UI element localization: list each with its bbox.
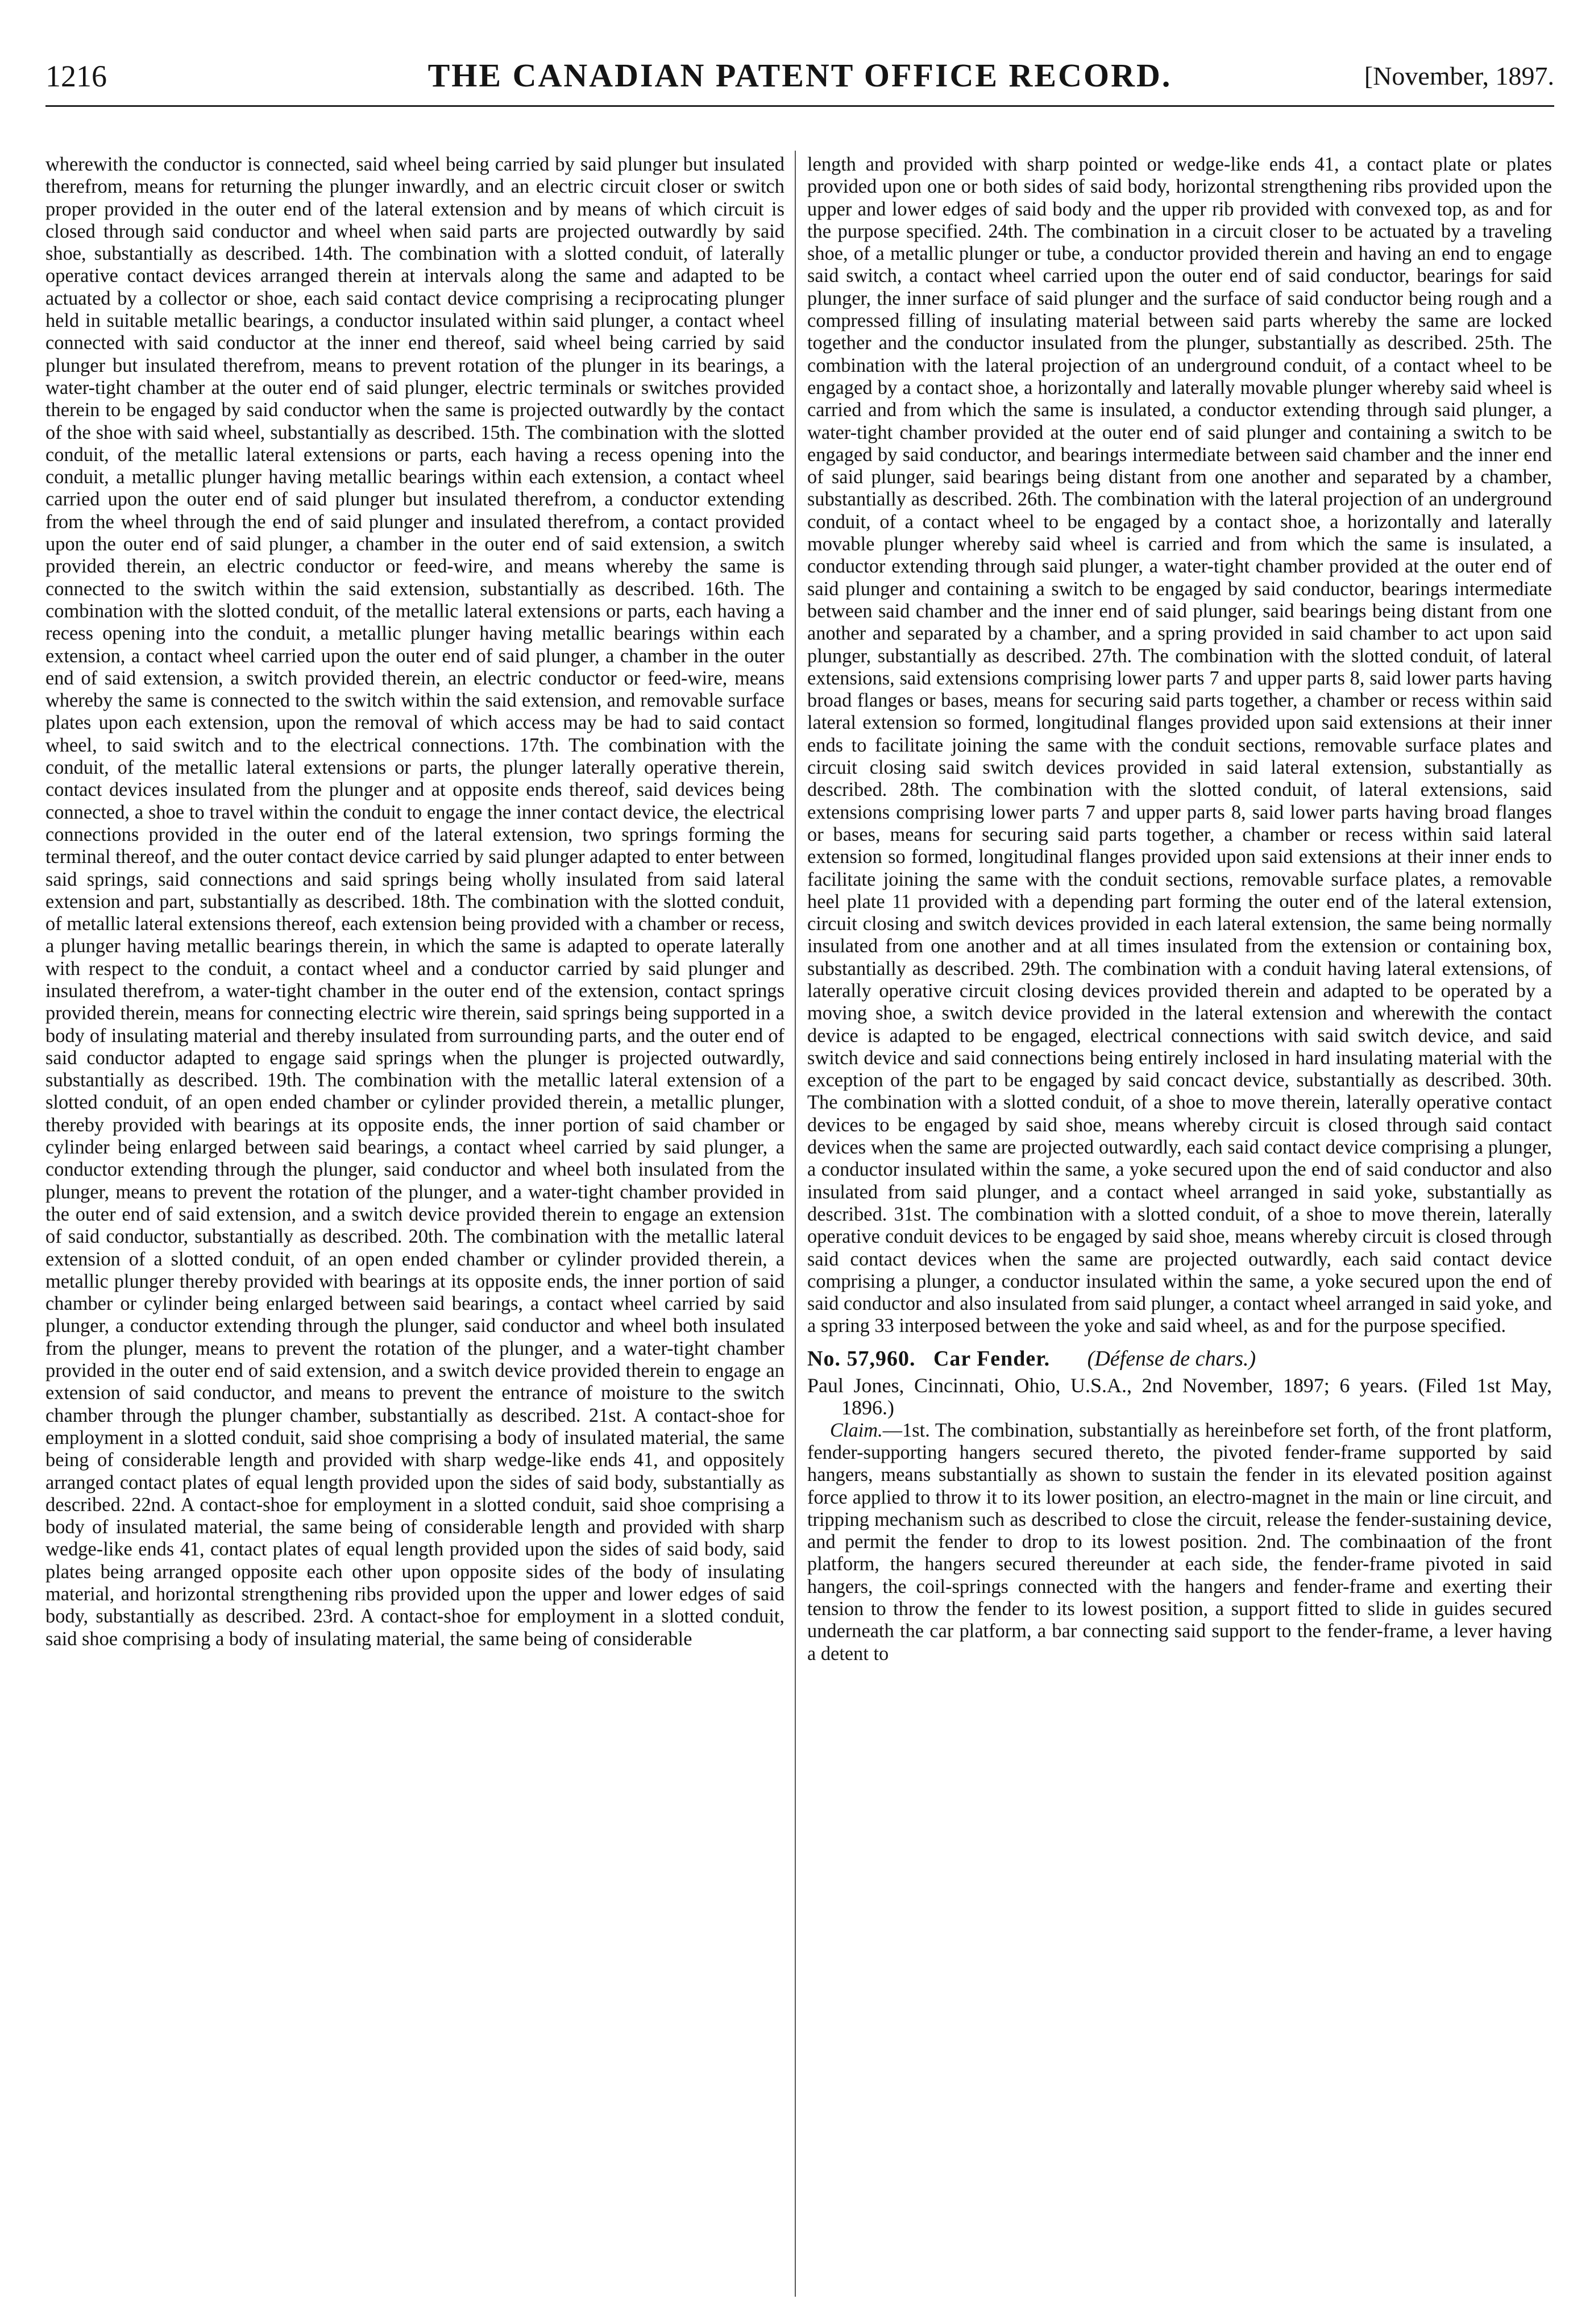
patent-inventor-line: Paul Jones, Cincinnati, Ohio, U.S.A., 2nd November, 1897; 6 years. (Filed 1st May, 1896.) xyxy=(807,1374,1552,1420)
right-column xyxy=(807,153,1552,2297)
issue-date: [November, 1897. xyxy=(1364,61,1554,90)
publication-title: THE CANADIAN PATENT OFFICE RECORD. xyxy=(427,57,1172,94)
page-number: 1216 xyxy=(45,59,107,93)
left-column xyxy=(45,153,784,2297)
claim-text: —1st. The combination, substantially as hereinbefore set forth, of the front platform, fender-supporting hangers secured thereto, the pivoted fender-frame supported by said hangers, means substantially as shown to sustain the fender in its elevated position against force applied to throw it to its lower position, an electro-magnet in the main or line circuit, and tripping mechanism such as described to close the circuit, release the fender-sustaining device, and permit the fender to drop to its lowest position. 2nd. The combinaation of the front platform, the hangers secured thereunder at each side, the fender-frame pivoted in said hangers, the coil-springs connected with the hangers and fender-frame and exerting their tension to throw the fender to its lowest position, a support fitted to slide in guides secured underneath the car platform, a bar connecting said support to the fender-frame, a lever having a detent to xyxy=(807,1419,1552,1665)
page-header xyxy=(45,54,1554,107)
left-column-text: wherewith the conductor is connected, said wheel being carried by said plunger but insulated therefrom, means for returning the plunger inwardly, and an electric circuit closer or switch proper provided in the outer end of the lateral extension and by means of which circuit is closed through said conductor and wheel when said parts are projected outwardly by said shoe, substantially as described. 14th. The combination with a slotted conduit, of laterally operative contact devices arranged therein at intervals along the same and adapted to be actuated by a collector or shoe, each said contact device comprising a reciprocating plunger held in suitable metallic bearings, a conductor insulated within said plunger, a contact wheel connected with said conductor at the inner end thereof, said wheel being carried by said plunger but insulated therefrom, means to prevent rotation of the plunger in its bearings, a water-tight chamber at the outer end of said plunger, electric terminals or switches provided therein to be engaged by said conductor when the same is projected outwardly by the contact of the shoe with said wheel, substantially as described. 15th. The combination with the slotted conduit, of the metallic lateral extensions or parts, each having a recess opening into the conduit, a metallic plunger having metallic bearings within each extension, a contact wheel carried upon the outer end of said plunger but insulated therefrom, a conductor extending from the wheel through the end of said plunger and insulated therefrom, a contact provided upon the outer end of said plunger, a chamber in the outer end of said extension, a switch provided therein, an electric conductor or feed-wire, and means whereby the same is connected to the switch within the said extension, substantially as described. 16th. The combination with the slotted conduit, of the metallic lateral extensions or parts, each having a recess opening into the conduit, a metallic plunger having metallic bearings within each extension, a contact wheel carried upon the outer end of said plunger, a chamber in the outer end of said extension, a switch provided therein, an electric conductor or feed-wire, means whereby the same is connected to the switch within the said extension, and removable surface plates upon each extension, upon the removal of which access may be had to said contact wheel, to said switch and to the electrical connections. 17th. The combination with the conduit, of the metallic lateral extensions or parts, the plunger laterally operative therein, contact devices insulated from the plunger and at opposite ends thereof, said devices being connected, a shoe to travel within the conduit to engage the inner contact device, the electrical connections provided in the outer end of the lateral extension, two springs forming the terminal thereof, and the outer contact device carried by said plunger adapted to enter between said springs, said connections and said springs being wholly insulated from said lateral extension and part, substantially as described. 18th. The combination with the slotted conduit, of metallic lateral extensions thereof, each extension being provided with a chamber or recess, a plunger having metallic bearings therein, in which the same is adapted to operate laterally with respect to the conduit, a contact wheel and a conductor carried by said plunger and insulated therefrom, a water-tight chamber in the outer end of the extension, contact springs provided therein, means for connecting electric wire therein, said springs being supported in a body of insulating material and thereby insulated from surrounding parts, and the outer end of said conductor adapted to engage said springs when the plunger is projected outwardly, substantially as described. 19th. The combination with the metallic lateral extension of a slotted conduit, of an open ended chamber or cylinder provided therein, a metallic plunger, thereby provided with bearings at its opposite ends, the inner portion of said chamber or cylinder being enlarged between said bearings, a contact wheel carried by said plunger, a conductor extending through the plunger, said conductor and wheel both insulated from the plunger, means to prevent the rotation of the plunger, and a water-tight chamber provided in the outer end of said extension, and a switch device provided therein to engage an extension of said conductor, substantially as described. 20th. The combination with the metallic lateral extension of a slotted conduit, of an open ended chamber or cylinder provided therein, a metallic plunger thereby provided with bearings at its opposite ends, the inner portion of said chamber or cylinder being enlarged between said bearings, a contact wheel carried by said plunger, a conductor extending through the plunger, said conductor and wheel both insulated from the plunger, means to prevent the rotation of the plunger, and a water-tight chamber provided in the outer end of said extension, and a switch device provided therein to engage an extension of said conductor, and means to prevent the entrance of moisture to the switch chamber through the plunger chamber, substantially as described. 21st. A contact-shoe for employment in a slotted conduit, said shoe comprising a body of insulated material, the same being of considerable length and provided with sharp wedge-like ends 41, and oppositely arranged contact plates of equal length provided upon the sides of said body, substantially as described. 22nd. A contact-shoe for employment in a slotted conduit, said shoe comprising a body of insulated material, the same being of considerable length and provided with sharp wedge-like ends 41, contact plates of equal length provided upon the sides of said body, said plates being arranged opposite each other upon opposite sides of the body of insulating material, and horizontal strengthening ribs provided upon the upper and lower edges of said body, substantially as described. 23rd. A contact-shoe for employment in a slotted conduit, said shoe comprising a body of insulating material, the same being of considerable xyxy=(45,153,784,1650)
patent-entry-heading xyxy=(807,1348,1552,1370)
patent-title: Car Fender. xyxy=(933,1346,1051,1371)
column-divider xyxy=(795,151,796,2297)
patent-number: No. 57,960. xyxy=(807,1346,916,1371)
patent-title-french: (Défense de chars.) xyxy=(1087,1346,1256,1371)
patent-claims xyxy=(807,1420,1552,1665)
claim-label: Claim. xyxy=(830,1419,883,1441)
right-column-text: length and provided with sharp pointed or wedge-like ends 41, a contact plate or plates provided upon one or both sides of said body, horizontal strengthening ribs provided upon the upper and lower edges of said body and the upper rib provided with convexed top, as and for the purpose specified. 24th. The combination in a circuit closer to be actuated by a traveling shoe, of a metallic plunger or tube, a conductor provided therein and having an end to engage said switch, a contact wheel carried upon the outer end of said conductor, bearings for said plunger, the inner surface of said plunger and the surface of said conductor being rough and a compressed filling of insulating material between said parts whereby the same are locked together and the conductor insulated from the plunger, substantially as described. 25th. The combination with the lateral projection of an underground conduit, of a contact wheel to be engaged by a contact shoe, a horizontally and laterally movable plunger whereby said wheel is carried and from which the same is insulated, a conductor extending through said plunger, a water-tight chamber provided at the outer end of said plunger and containing a switch to be engaged by said conductor, and bearings intermediate between said chamber and the inner end of said plunger, said bearings being distant from one another and separated by a chamber, substantially as described. 26th. The combination with the lateral projection of an underground conduit, of a contact wheel to be engaged by a contact shoe, a horizontally and laterally movable plunger whereby said wheel is carried and from which the same is insulated, a conductor extending through said plunger, a water-tight chamber provided at the outer end of said plunger and containing a switch to be engaged by said conductor, bearings intermediate between said chamber and the inner end of said plunger, said bearings being distant from one another and separated by a chamber, and a spring provided in said chamber to act upon said plunger, substantially as described. 27th. The combination with the slotted conduit, of lateral extensions, said extensions comprising lower parts 7 and upper parts 8, said lower parts having broad flanges or bases, means for securing said parts together, a chamber or recess within said lateral extension so formed, longitudinal flanges provided upon said extensions at their inner ends to facilitate joining the same with the conduit sections, removable surface plates and circuit closing said switch devices provided in said lateral extension, substantially as described. 28th. The combination with the slotted conduit, of lateral extensions, said extensions comprising lower parts 7 and upper parts 8, said lower parts having broad flanges or bases, means for securing said parts together, a chamber or recess within said lateral extension so formed, longitudinal flanges provided upon said extensions at their inner ends to facilitate joining the same with the conduit sections, removable surface plates, a removable heel plate 11 provided with a depending part forming the outer end of the lateral extension, circuit closing and switch devices provided in each lateral extension, the same being normally insulated from one another and at all times insulated from the extension or containing box, substantially as described. 29th. The combination with a conduit having lateral extensions, of laterally operative circuit closing devices provided therein and adapted to be operated by a moving shoe, a switch device provided in the lateral extension and wherewith the contact device is adapted to be engaged, electrical connections with said switch device, and said switch device and said connections being entirely inclosed in hard insulating material with the exception of the part to be engaged by said concact device, substantially as described. 30th. The combination with a slotted conduit, of a shoe to move therein, laterally operative contact devices to be engaged by said shoe, means whereby circuit is closed through said contact devices when the same are projected outwardly, each said contact device comprising a plunger, a conductor insulated within the same, a yoke secured upon the end of said conductor and also insulated from said plunger, and a contact wheel arranged in said yoke, substantially as described. 31st. The combination with a slotted conduit, of a shoe to move therein, laterally operative conduit devices to be engaged by said shoe, means whereby circuit is closed through said contact devices when the same are projected outwardly, each said contact device comprising a plunger, a conductor insulated within the same, a yoke secured upon the end of said conductor and also insulated from said plunger, a contact wheel arranged in said yoke, and a spring 33 interposed between the yoke and said wheel, as and for the purpose specified. xyxy=(807,153,1552,1337)
